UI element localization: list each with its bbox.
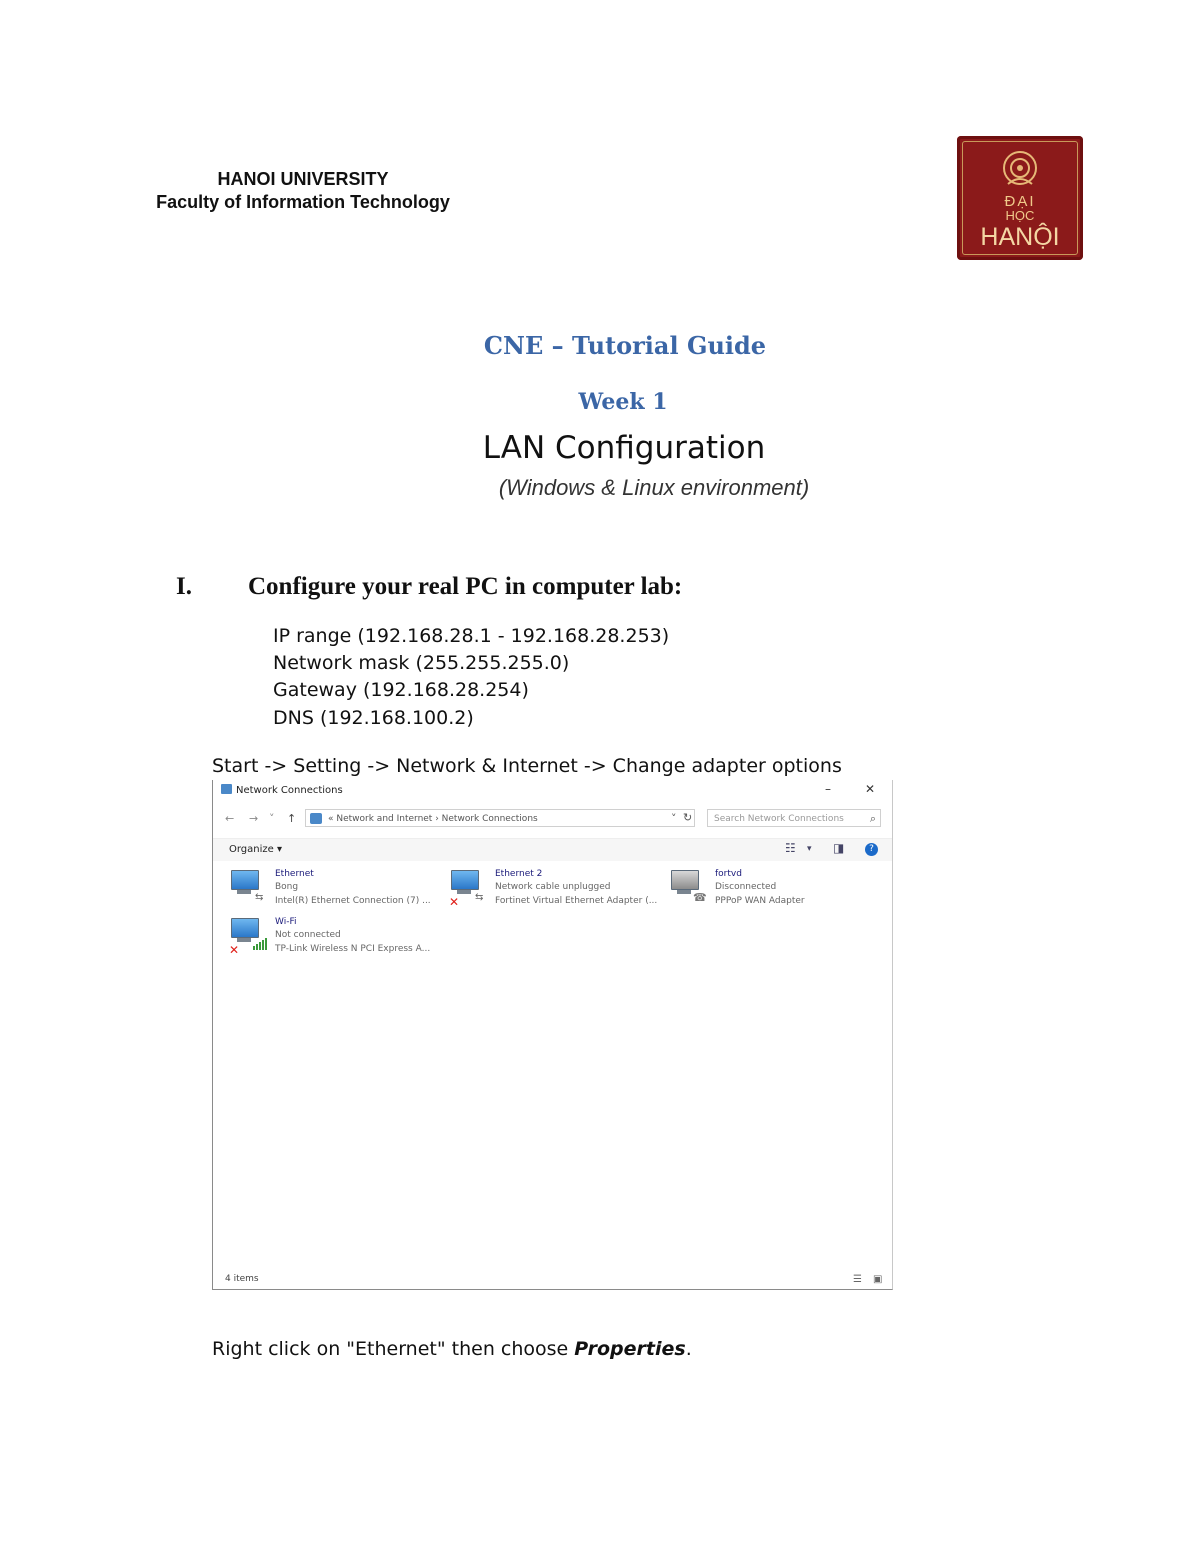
section-title: Configure your real PC in computer lab:	[248, 573, 683, 600]
config-netmask: Network mask (255.255.255.0)	[273, 652, 570, 674]
connection-name: Wi-Fi	[275, 917, 297, 927]
university-logo	[957, 136, 1083, 260]
close-button[interactable]: ✕	[865, 782, 876, 796]
connection-name: fortvd	[715, 869, 742, 879]
view-options-icon[interactable]: ☷	[785, 841, 796, 855]
window-title-bar	[221, 784, 343, 798]
search-icon: ⌕	[869, 812, 876, 825]
recent-chevron-icon[interactable]: ˅	[269, 812, 275, 825]
help-icon[interactable]: ?	[865, 843, 878, 856]
connection-device: Intel(R) Ethernet Connection (7) ...	[275, 896, 431, 906]
properties-emphasis: Properties	[574, 1338, 686, 1360]
config-ip-range: IP range (192.168.28.1 - 192.168.28.253)	[273, 625, 670, 647]
network-connections-window	[212, 780, 893, 1290]
cable-icon: ⇆	[475, 892, 484, 903]
connection-device: TP-Link Wireless N PCI Express A...	[275, 944, 431, 954]
back-arrow-icon[interactable]: ←	[225, 812, 235, 825]
control-panel-icon	[310, 813, 322, 824]
topic-title: LAN Configuration	[482, 430, 766, 466]
guide-title: CNE – Tutorial Guide	[483, 331, 767, 360]
details-view-icon[interactable]: ☰	[853, 1274, 862, 1285]
logo-word-hanoi: HANỘI	[980, 223, 1060, 251]
up-arrow-icon[interactable]: ↑	[287, 812, 297, 825]
address-row	[213, 808, 892, 832]
note-period: .	[685, 1338, 692, 1360]
emblem-icon	[1000, 148, 1040, 190]
address-path: « Network and Internet › Network Connections	[328, 814, 538, 824]
connection-status: Bong	[275, 882, 299, 892]
organize-menu[interactable]: Organize ▾	[229, 844, 282, 855]
logo-word-hoc: HỌC	[1005, 208, 1035, 223]
settings-path: Start -> Setting -> Network & Internet -> Change adapter options	[212, 755, 842, 777]
connection-ethernet[interactable]	[227, 868, 447, 912]
connection-fortvd[interactable]	[667, 868, 887, 912]
preview-pane-icon[interactable]: ◨	[833, 841, 845, 855]
connection-wifi[interactable]	[227, 916, 447, 960]
connection-device: PPPoP WAN Adapter	[715, 896, 805, 906]
address-dropdown-icon[interactable]: ˅	[671, 812, 677, 825]
minimize-button[interactable]: –	[825, 782, 831, 796]
logo-word-dai: ĐẠI	[1004, 193, 1036, 210]
environment-subtitle: (Windows & Linux environment)	[498, 475, 810, 500]
connection-name: Ethernet	[275, 869, 314, 879]
faculty-name: Faculty of Information Technology	[156, 192, 450, 212]
search-placeholder: Search Network Connections	[714, 814, 844, 824]
large-icons-view-icon[interactable]: ▣	[873, 1274, 883, 1285]
connection-name: Ethernet 2	[495, 869, 543, 879]
signal-bars-icon	[253, 938, 267, 950]
phone-icon: ☎	[693, 891, 707, 904]
disconnected-x-icon: ✕	[229, 943, 240, 957]
refresh-icon[interactable]: ↻	[683, 811, 693, 824]
disconnected-x-icon: ✕	[449, 895, 460, 909]
week-label: Week 1	[578, 389, 668, 415]
window-title: Network Connections	[236, 785, 343, 796]
instruction-note	[212, 1335, 692, 1363]
search-input[interactable]	[707, 809, 881, 827]
connection-ethernet-2[interactable]	[447, 868, 667, 912]
config-gateway: Gateway (192.168.28.254)	[273, 679, 529, 701]
connection-status: Disconnected	[715, 882, 777, 892]
connection-device: Fortinet Virtual Ethernet Adapter (...	[495, 896, 658, 906]
forward-arrow-icon[interactable]: →	[249, 812, 259, 825]
university-name: HANOI UNIVERSITY	[217, 169, 389, 189]
config-dns: DNS (192.168.100.2)	[273, 707, 474, 729]
connection-status: Not connected	[275, 930, 341, 940]
network-folder-icon	[221, 784, 232, 794]
item-count: 4 items	[225, 1274, 259, 1284]
cable-icon: ⇆	[255, 892, 264, 903]
view-dropdown-icon[interactable]: ▾	[807, 844, 812, 854]
section-number: I.	[176, 573, 192, 600]
connection-status: Network cable unplugged	[495, 882, 611, 892]
command-toolbar	[213, 838, 892, 861]
address-bar[interactable]	[305, 809, 695, 827]
note-text: Right click on "Ethernet" then choose	[212, 1338, 575, 1360]
